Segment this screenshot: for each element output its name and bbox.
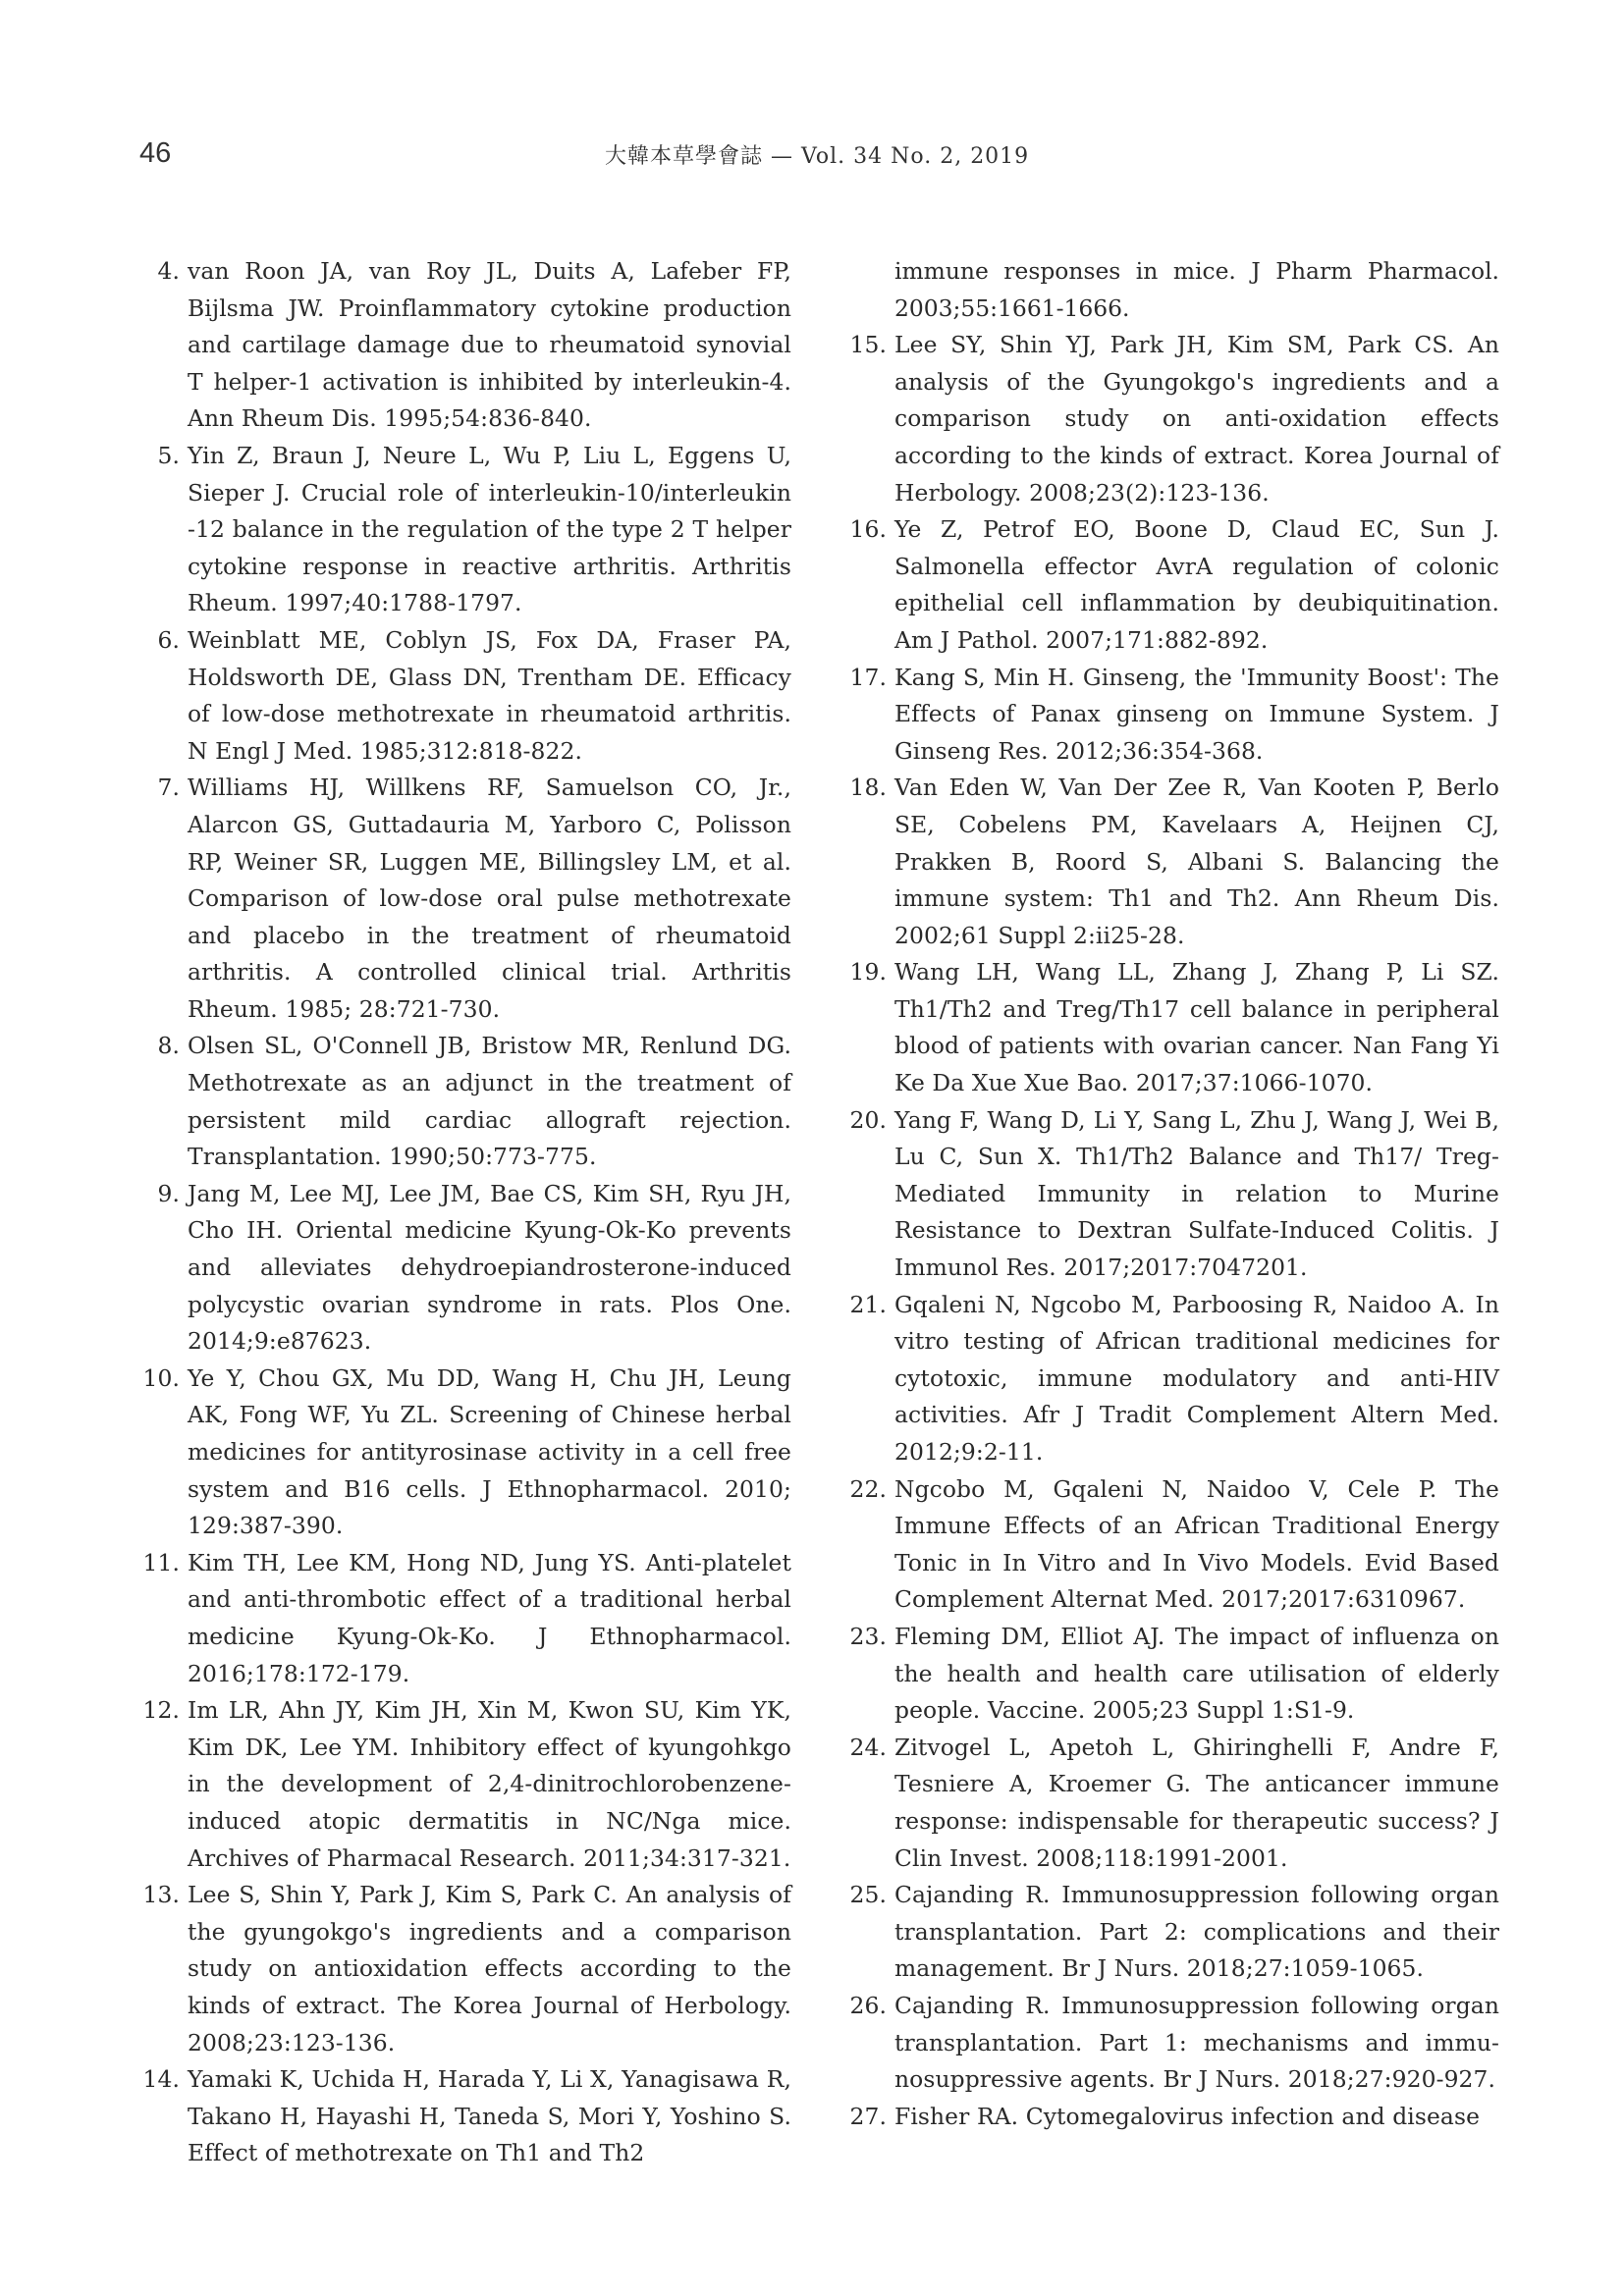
reference-item [847,511,1499,659]
reference-text: Zitvogel L, Apetoh L, Ghiringhelli F, Andre F, Tesniere A, Kroemer G. The anticancer immune response: indispensable for therapeutic success? J Clin Invest. 2008;118:1991-2001. [894,1733,1499,1872]
reference-number: 22. [849,1474,887,1503]
reference-item [847,1619,1499,1730]
reference-item [847,1988,1499,2099]
reference-item [847,1730,1499,1877]
reference-text: Yang F, Wang D, Li Y, Sang L, Zhu J, Wang J, Wei B, Lu C, Sun X. Th1/Th2 Balance and Th17/ Treg-Mediated Immunity in relation to Murine Resistance to Dextran Sulfate-Induced Colitis. J Immunol Res. 2017;2017:7047201. [894,1105,1499,1282]
reference-number: 21. [849,1290,887,1318]
reference-item [847,1287,1499,1471]
reference-text: Fisher RA. Cytomegalovirus infection and disease [894,2102,1481,2130]
reference-number: 25. [849,1881,887,1909]
reference-item [140,2061,791,2172]
reference-number: 16. [849,515,887,544]
reference-text: Van Eden W, Van Der Zee R, Van Kooten P, Berlo SE, Cobelens PM, Kavelaars A, Heijnen CJ, Prakken B, Roord S, Albani S. Balancing the immune system: Th1 and Th2. Ann Rheum Dis. 2002;61 Suppl 2:ii25-28. [894,774,1499,949]
reference-item [140,1176,791,1361]
reference-item [847,660,1499,771]
reference-item [847,954,1499,1101]
reference-number: 4. [157,257,180,285]
reference-text: Lee S, Shin Y, Park J, Kim S, Park C. An analysis of the gyungokgo's ingredients and a comparison study on antioxidation effects according to the kinds of extract. The Korea Journal of Herbology. 2008;23:123-136. [188,1881,791,2056]
reference-number: 20. [849,1105,887,1134]
reference-item [140,1545,791,1692]
reference-item [140,1361,791,1545]
reference-item [847,1877,1499,1988]
reference-text: Cajanding R. Immunosuppression following organ transplantation. Part 1: mechanisms and immu-nosuppressive agents. Br J Nurs. 2018;27:920-927. [894,1991,1499,2094]
reference-number: 23. [849,1622,887,1650]
reference-text: Wang LH, Wang LL, Zhang J, Zhang P, Li SZ. Th1/Th2 and Treg/Th17 cell balance in peripheral blood of patients with ovarian cancer. Nan Fang Yi Ke Da Xue Xue Bao. 2017;37:1066-1070. [894,958,1499,1097]
reference-item [140,1028,791,1175]
reference-text: van Roon JA, van Roy JL, Duits A, Lafeber FP, Bijlsma JW. Proinflammatory cytokine production and cartilage damage due to rheumatoid synovial T helper-1 activation is inhibited by interleukin-4. Ann Rheum Dis. 1995;54:836-840. [188,257,791,433]
reference-number: 5. [157,441,180,469]
running-header: 大韓本草學會誌 — Vol. 34 No. 2, 2019 [605,144,1030,169]
reference-text: Weinblatt ME, Coblyn JS, Fox DA, Fraser PA, Holdsworth DE, Glass DN, Trentham DE. Efficacy of low-dose methotrexate in rheumatoid arthritis. N Engl J Med. 1985;312:818-822. [188,625,791,765]
reference-number: 9. [157,1179,180,1207]
reference-text: Kang S, Min H. Ginseng, the 'Immunity Boost': The Effects of Panax ginseng on Immune System. J Ginseng Res. 2012;36:354-368. [894,663,1499,765]
reference-item [140,622,791,770]
reference-item [847,327,1499,511]
reference-number: 12. [142,1696,180,1725]
reference-number: 13. [142,1881,180,1909]
reference-number: 19. [849,958,887,987]
reference-text: Ngcobo M, Gqaleni N, Naidoo V, Cele P. The Immune Effects of an African Traditional Energy Tonic in In Vitro and In Vivo Models. Evid Based Complement Alternat Med. 2017;2017:6310967. [894,1474,1499,1614]
reference-text: Gqaleni N, Ngcobo M, Parboosing R, Naidoo A. In vitro testing of African traditional medicines for cytotoxic, immune modulatory and anti-HIV activities. Afr J Tradit Complement Altern Med. 2012;9:2-11. [894,1290,1499,1466]
reference-text: Im LR, Ahn JY, Kim JH, Xin M, Kwon SU, Kim YK, Kim DK, Lee YM. Inhibitory effect of kyungohkgo in the development of 2,4-dinitrochlorobenzene-induced atopic dermatitis in NC/Nga mice. Archives of Pharmacal Research. 2011;34:317-321. [188,1696,791,1872]
reference-text: Lee SY, Shin YJ, Park JH, Kim SM, Park CS. An analysis of the Gyungokgo's ingredients and a comparison study on anti-oxidation effects according to the kinds of extract. Korea Journal of Herbology. 2008;23(2):123-136. [894,331,1499,507]
reference-item [140,253,791,438]
reference-number: 6. [157,625,180,654]
reference-text: Jang M, Lee MJ, Lee JM, Bae CS, Kim SH, Ryu JH, Cho IH. Oriental medicine Kyung-Ok-Ko prevents and alleviates dehydroepiandrosterone-induced polycystic ovarian syndrome in rats. Plos One. 2014;9:e87623. [188,1179,791,1356]
reference-text: Williams HJ, Willkens RF, Samuelson CO, Jr., Alarcon GS, Guttadauria M, Yarboro C, Polisson RP, Weiner SR, Luggen ME, Billingsley LM, et al. Comparison of low-dose oral pulse methotrexate and placebo in the treatment of rheumatoid arthritis. A controlled clinical trial. Arthritis Rheum. 1985; 28:721-730. [188,774,791,1023]
reference-item [140,1877,791,2061]
reference-text: Kim TH, Lee KM, Hong ND, Jung YS. Anti-platelet and anti-thrombotic effect of a traditional herbal medicine Kyung-Ok-Ko. J Ethnopharmacol. 2016;178:172-179. [188,1548,791,1687]
reference-item [847,1102,1499,1287]
reference-continuation: immune responses in mice. J Pharm Pharmacol. 2003;55:1661-1666. [894,257,1499,322]
reference-number: 10. [142,1363,180,1392]
reference-number: 17. [849,663,887,691]
reference-number: 26. [849,1991,887,2019]
reference-number: 18. [849,774,887,802]
reference-number: 24. [849,1733,887,1761]
reference-number: 7. [157,774,180,802]
reference-number: 11. [142,1548,180,1576]
reference-item [847,1471,1499,1619]
references-left-column [140,253,791,2172]
reference-item [140,1692,791,1877]
reference-text: Olsen SL, O'Connell JB, Bristow MR, Renlund DG. Methotrexate as an adjunct in the treatment of persistent mild cardiac allograft rejection. Transplantation. 1990;50:773-775. [188,1032,791,1171]
reference-item [140,770,791,1028]
reference-text: Yamaki K, Uchida H, Harada Y, Li X, Yanagisawa R, Takano H, Hayashi H, Taneda S, Mori Y, Yoshino S. Effect of methotrexate on Th1 and Th2 [188,2065,791,2167]
page-number: 46 [139,137,172,169]
reference-number: 27. [849,2102,887,2130]
references-right-column [847,253,1499,2135]
reference-item [847,770,1499,954]
reference-item [847,2099,1499,2136]
reference-item [140,438,791,622]
reference-number: 8. [157,1032,180,1060]
reference-number: 14. [142,2065,180,2094]
reference-text: Fleming DM, Elliot AJ. The impact of influenza on the health and health care utilisation of elderly people. Vaccine. 2005;23 Suppl 1:S1-9. [894,1622,1499,1725]
reference-text: Ye Y, Chou GX, Mu DD, Wang H, Chu JH, Leung AK, Fong WF, Yu ZL. Screening of Chinese herbal medicines for antityrosinase activity in a cell free system and B16 cells. J Ethnopharmacol. 2010; 129:387-390. [188,1363,791,1540]
reference-text: Ye Z, Petrof EO, Boone D, Claud EC, Sun J. Salmonella effector AvrA regulation of colonic epithelial cell inflammation by deubiquitination. Am J Pathol. 2007;171:882-892. [894,515,1499,654]
reference-text: Cajanding R. Immunosuppression following organ transplantation. Part 2: complications and their management. Br J Nurs. 2018;27:1059-1065. [894,1881,1499,1983]
reference-text: Yin Z, Braun J, Neure L, Wu P, Liu L, Eggens U, Sieper J. Crucial role of interleukin-10/interleukin -12 balance in the regulation of the type 2 T helper cytokine response in reactive arthritis. Arthritis Rheum. 1997;40:1788-1797. [188,441,791,617]
reference-number: 15. [849,331,887,359]
